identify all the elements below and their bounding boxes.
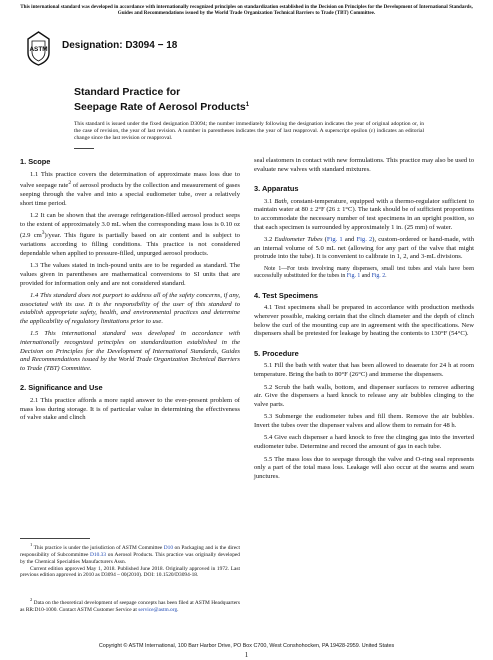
- astm-logo: [26, 31, 51, 67]
- para-1-1: 1.1 This practice covers the determination of approximate mass loss due to valve seepage rate$^2$ of aerosol products by the collection and measurement of gases seeping through the valve and into a special eudiometer tube, over a relatively short time period.: [20, 170, 240, 207]
- para-5-2: 5.2 Scrub the bath walls, bottom, and dispenser surfaces to remove adhering air. Give the dispensers a hard knock to release any air bubbles clinging to the valve parts.: [254, 383, 474, 408]
- para-3-1: 3.1 Bath, constant-temperature, equipped with a thermo-regulator sufficient to maintain water at 80 ± 2°F (26 ± 1°C). The tank should be of sufficient proportions to accommodate the necessary number of test specimens in an upright position, so that each specimen is surrounded by approximately 1 in. (25 mm) of water.: [254, 197, 474, 231]
- title-line-1: Standard Practice for: [74, 86, 181, 98]
- para-1-2: 1.2 It can be shown that the average refrigeration-filled aerosol product seeps to the extent of approximately 3.0 mL when the corresponding mass loss is 0.10 oz (2.9 $cm^3$)/year. This figure is partially based on air content and is subject to variations according to filling conditions. This practice is not considered dependable when applied to pressure-filled, unpurged aerosol products.: [20, 212, 240, 257]
- right-column: [254, 157, 474, 485]
- section-heading-test-specimens: 4. Test Specimens: [254, 290, 318, 300]
- para-5-1: 5.1 Fill the bath with water that has been allowed to deaerate for 24 h at room temperature. Bring the bath to 80°F (26°C) and immerse the dispensers.: [254, 362, 474, 378]
- footnote-rule: [20, 538, 90, 539]
- para-3-2: 3.2 Eudiometer Tubes (Fig. 1 and Fig. 2), custom-ordered or hand-made, with an internal volume of 5.0 mL net (allowing for any part of the valve that might protrude into the tube). It is convenient to calibrate in 1, 2, and 3-mL divisions.: [254, 236, 475, 261]
- designation: Designation: D3094 − 18: [62, 40, 178, 51]
- note-fig-1-link[interactable]: Fig. 1: [346, 273, 361, 280]
- para-2-1: 2.1 This practice affords a more rapid answer to the ever-present problem of mass loss during storage. It is of particular value in determining the effectiveness of valve stake and clinch: [20, 397, 240, 422]
- title-footnote-marker: 1: [245, 102, 250, 108]
- svg-text:ASTM: ASTM: [29, 46, 48, 53]
- section-heading-procedure: 5. Procedure: [254, 348, 299, 358]
- para-1-3: 1.3 The values stated in inch-pound units are to be regarded as standard. The values given in parentheses are mathematical conversions to SI units that are provided for information only and are not considered standard.: [20, 262, 240, 287]
- designation-note: This standard is issued under the fixed designation D3094; the number immediately following the designation indicates the year of original adoption or, in the case of revision, the year of last revision. A number in parentheses indicates the year of last reapproval. A superscript epsilon (ε) indicates an editorial change since the last revision or reapproval.: [74, 121, 424, 141]
- title-line-2: [74, 99, 249, 114]
- header-rule: [74, 148, 94, 149]
- note-fig-2-link[interactable]: Fig. 2: [371, 273, 386, 280]
- page-number: 1: [244, 651, 249, 659]
- tbt-notice: This international standard was developed in accordance with internationally recognized principles on standardization established in the Decision on Principles for the Development of International Standards, Guides and Recommendations issued by the World Trade Organization Technical Barriers to Trade (TBT) Committee.: [20, 4, 473, 16]
- para-5-4: 5.4 Give each dispenser a hard knock to free the clinging gas into the inverted eudiometer tube. Determine and record the amount of gas in each tube.: [254, 434, 474, 451]
- left-column: [20, 157, 240, 427]
- service-email-link[interactable]: service@astm.org: [138, 606, 178, 613]
- para-1-4: 1.4 This standard does not purport to address all of the safety concerns, if any, associated with its use. It is the responsibility of the user of this standard to establish appropriate safety, health, and environmental practices and determine the applicability of regulatory limitations prior to use.: [20, 292, 240, 325]
- copyright-footer: Copyright © ASTM International, 100 Barr Harbor Drive, PO Box C700, West Conshohocken, PA 19428-2959. United States: [98, 643, 395, 649]
- title-text: Seepage Rate of Aerosol Products: [74, 101, 246, 113]
- section-heading-significance: 2. Significance and Use: [20, 383, 103, 393]
- section-heading-apparatus: 3. Apparatus: [254, 184, 299, 194]
- para-4-1: 4.1 Test specimens shall be prepared in accordance with production methods wherever possible, making certain that the clinch diameter and the depth of clinch below the curl of the mounting cup are in agreement with the specifications. New dispensers shall be pretested for leakage by heating the contents to 130°F (54°C).: [254, 304, 474, 338]
- subcommittee-d10-33-link[interactable]: D10.33: [90, 551, 107, 558]
- fig-1-link[interactable]: Fig. 1: [326, 236, 343, 244]
- document-title: [74, 86, 249, 114]
- footnote-1: $^1$ This practice is under the jurisdiction of ASTM Committee D10 on Packaging and is the direct responsibility of Subcommittee D10.33 on Aerosol Products. This practice was originally developed by the Chemical Specialties Manufacturers Assn. Current edition approved May 1, 2018. Published June 2018. Originally approved in 1972. Last previous edition approved in 2010 as D3094 – 00(2010). DOI: 10.1520/D3094-18.: [20, 542, 240, 579]
- section-heading-scope: 1. Scope: [20, 157, 51, 166]
- committee-d10-link[interactable]: D10: [163, 544, 174, 551]
- para-2-1-continued: seal elastomers in contact with new formulations. This practice may also be used to evaluate new valves with standard mixtures.: [254, 157, 474, 173]
- footnote-marker-2: 2: [68, 180, 72, 187]
- footnote-2: $^2$ Data on the theoretical development of seepage concepts has been filed at ASTM Headquarters as RR:D10-1000. Contact ASTM Customer Service at service@astm.org.: [20, 597, 240, 613]
- note-1: Note 1—For tests involving many dispensers, small test tubes and vials have been successfully substituted for the tubes in Fig. 1 and Fig. 2.: [254, 265, 474, 280]
- para-1-5: 1.5 This international standard was developed in accordance with internationally recognized principles on standardization established in the Decision on Principles for the Development of International Standards, Guides and Recommendations issued by the World Trade Organization Technical Barriers to Trade (TBT) Committee.: [20, 330, 240, 372]
- para-5-5: 5.5 The mass loss due to seepage through the valve and O-ring seal represents only a part of the total mass loss. Leakage will also occur at the seams and seam junctures.: [254, 455, 474, 480]
- footnote-1-edition: Current edition approved May 1, 2018. Published June 2018. Originally approved in 1972. Last previous edition approved in 2010 as D3094 – 00(2010). DOI: 10.1520/D3094-18.: [20, 565, 240, 579]
- fig-2-link[interactable]: Fig. 2: [356, 236, 373, 244]
- para-5-3: 5.3 Submerge the eudiometer tubes and fill them. Remove the air bubbles. Invert the tubes over the dispenser valves and allow them to remain for 48 h.: [254, 413, 474, 429]
